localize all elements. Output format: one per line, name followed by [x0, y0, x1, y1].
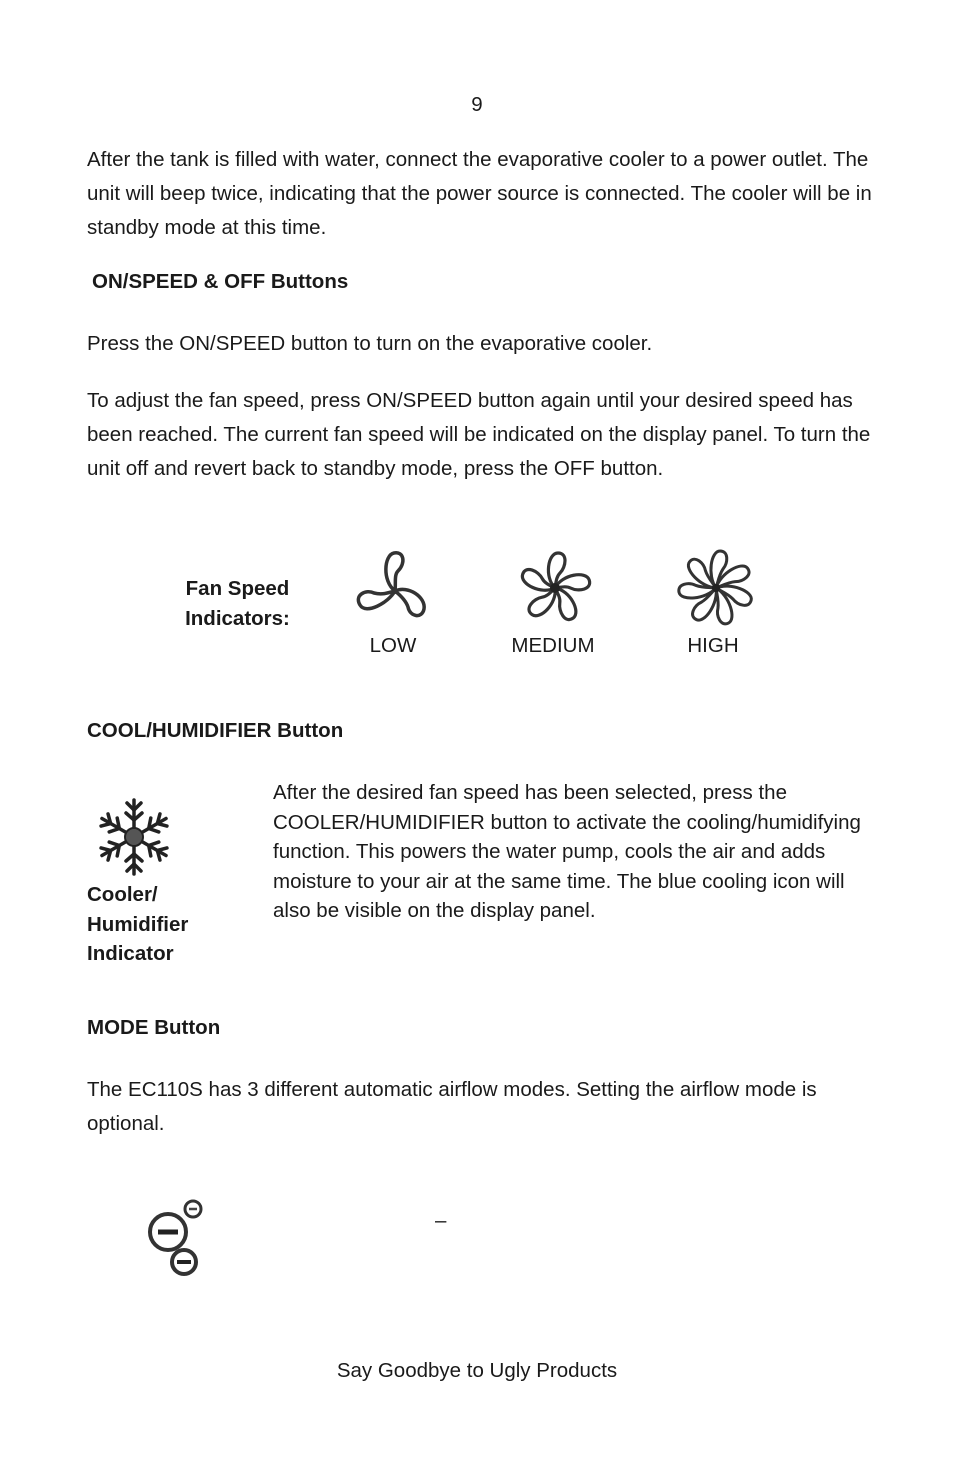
- mode-heading: MODE Button: [87, 1016, 221, 1039]
- fan-low-icon: [352, 545, 438, 631]
- fan-low-caption: LOW: [369, 634, 417, 657]
- cool-label-line1: Cooler/: [87, 883, 158, 906]
- cool-heading: COOL/HUMIDIFIER Button: [87, 719, 344, 742]
- page-number: 9: [471, 93, 483, 116]
- cooler-humidifier-label: [87, 880, 247, 969]
- cool-paragraph: After the desired fan speed has been selected, press the COOLER/HUMIDIFIER button to activate the cooling/humidifying function. This powers the water pump, cools the air and adds moisture to your air at the same time. The blue cooling icon will also be visible on the display panel.: [273, 781, 861, 922]
- fan-medium-icon: [512, 545, 598, 631]
- fan-medium-caption: MEDIUM: [511, 634, 595, 657]
- intro-paragraph: After the tank is filled with water, connect the evaporative cooler to a power outlet. The unit will beep twice, indicating that the power source is connected. The cooler will be in standby mode at this time.: [87, 148, 872, 239]
- fan-speed-label: [150, 574, 325, 634]
- cool-label-line2: Humidifier: [87, 912, 189, 936]
- footer-tagline: Say Goodbye to Ugly Products: [336, 1359, 618, 1382]
- airflow-mode-icon: [142, 1196, 208, 1278]
- mode-paragraph: The EC110S has 3 different automatic airflow modes. Setting the airflow mode is optional.: [87, 1078, 817, 1135]
- mode-dash: –: [435, 1209, 447, 1232]
- onspeed-paragraph-2: To adjust the fan speed, press ON/SPEED button again until your desired speed has been reached. The current fan speed will be indicated on the display panel. To turn the unit off and revert back to standby mode, press the OFF button.: [87, 389, 871, 480]
- cool-label-line3: Indicator: [87, 942, 174, 965]
- fan-speed-label-line2: Indicators:: [185, 607, 290, 630]
- onspeed-heading: ON/SPEED & OFF Buttons: [92, 270, 349, 293]
- onspeed-paragraph-1: Press the ON/SPEED button to turn on the evaporative cooler.: [87, 332, 653, 355]
- fan-high-caption: HIGH: [687, 634, 739, 657]
- snowflake-icon: [90, 796, 178, 878]
- fan-speed-label-line1: Fan Speed: [185, 577, 290, 600]
- fan-high-icon: [673, 545, 759, 631]
